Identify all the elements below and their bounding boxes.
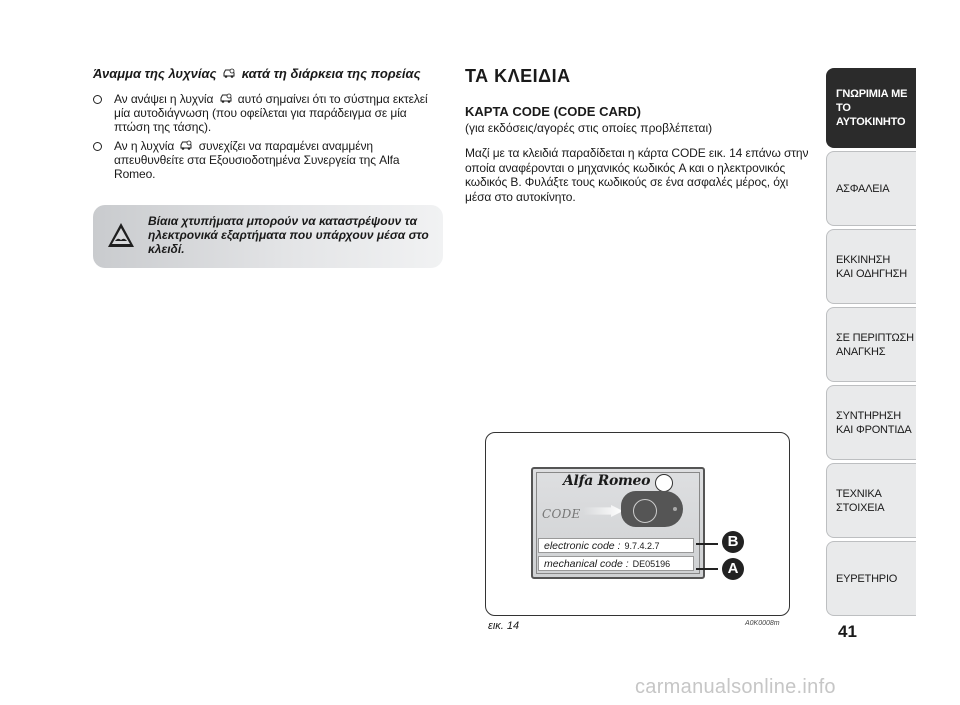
tab-safety[interactable]: ΑΣΦΑΛΕΙΑ	[826, 151, 916, 226]
warning-box	[93, 205, 443, 268]
mechanical-code-field: mechanical code : DE05196	[538, 556, 694, 571]
bullet-item: Αν η λυχνία συνεχίζει να παραμένει αναμμένη απευθυνθείτε στα Εξουσιοδοτημένα Συνεργεία της Alfa Romeo.	[93, 139, 443, 181]
right-column	[465, 66, 813, 204]
bullet-item: Αν ανάψει η λυχνία αυτό σημαίνει ότι το σύστημα εκτελεί μία αυτοδιάγνωση (που οφείλεται για παράδειγμα σε μία πτώση της τάσης).	[93, 92, 443, 134]
bullet-ring-icon	[93, 142, 102, 151]
section-title: ΤΑ ΚΛΕΙΔΙΑ	[465, 66, 571, 86]
immobilizer-lamp-icon	[222, 68, 236, 79]
tab-getting-to-know[interactable]: ΓΝΩΡΙΜΙΑ ΜΕ ΤΟ ΑΥΤΟΚΙΝΗΤΟ	[826, 68, 916, 148]
brand-badge-icon	[655, 474, 673, 492]
immobilizer-lamp-icon	[179, 140, 193, 151]
tab-maintenance[interactable]: ΣΥΝΤΗΡΗΣΗ ΚΑΙ ΦΡΟΝΤΙΔΑ	[826, 385, 916, 460]
bullet-ring-icon	[93, 95, 102, 104]
leader-line-b	[696, 543, 718, 545]
tab-index[interactable]: ΕΥΡΕΤΗΡΙΟ	[826, 541, 916, 616]
code-card	[531, 467, 705, 579]
leader-line-a	[696, 568, 718, 570]
brand-logo-text: Alfa Romeo	[563, 473, 651, 489]
marker-a: A	[722, 558, 744, 580]
chapter-tabs	[826, 68, 916, 619]
electronic-code-value: 9.7.4.2.7	[624, 541, 660, 551]
warning-text: Βίαια χτυπήματα μπορούν να καταστρέψουν τα ηλεκτρονικά εξαρτήματα που υπάρχουν μέσα στο κλειδί.	[148, 214, 429, 256]
electronic-code-field: electronic code : 9.7.4.2.7	[538, 538, 694, 553]
subsection-title: ΚΑΡΤΑ CODE (CODE CARD)	[465, 104, 641, 119]
tab-starting-driving[interactable]: ΕΚΚΙΝΗΣΗ ΚΑΙ ΟΔΗΓΗΣΗ	[826, 229, 916, 304]
warning-triangle-icon	[107, 222, 135, 248]
mechanical-code-value: DE05196	[632, 559, 671, 569]
watermark: carmanualsonline.info	[635, 676, 836, 698]
body-paragraph: Μαζί με τα κλειδιά παραδίδεται η κάρτα CODE εικ. 14 επάνω στην οποία αναφέρονται ο μηχανικός κωδικός A και ο ηλεκτρονικός κωδικός B. Φυλάξτε τους κωδικούς σε ένα ασφαλές μέρος, όχι μέσα στο αυτοκίνητο.	[465, 146, 809, 204]
figure-caption: εικ. 14	[488, 620, 520, 632]
marker-b: B	[722, 531, 744, 553]
tab-technical-data[interactable]: ΤΕΧΝΙΚΑ ΣΤΟΙΧΕΙΑ	[826, 463, 916, 538]
tab-emergency[interactable]: ΣΕ ΠΕΡΙΠΤΩΣΗ ΑΝΑΓΚΗΣ	[826, 307, 916, 382]
left-column	[93, 66, 443, 186]
page-number: 41	[838, 622, 857, 641]
figure-code: A0K0008m	[745, 620, 780, 627]
immobilizer-lamp-icon	[219, 93, 233, 104]
lamp-heading: Άναμμα της λυχνίας κατά τη διάρκεια της πορείας	[93, 66, 421, 81]
card-code-label: CODE	[542, 507, 581, 521]
key-button-icon	[633, 499, 657, 523]
subsection-note: (για εκδόσεις/αγορές στις οποίες προβλέπεται)	[465, 121, 713, 135]
key-led-icon	[673, 507, 677, 511]
